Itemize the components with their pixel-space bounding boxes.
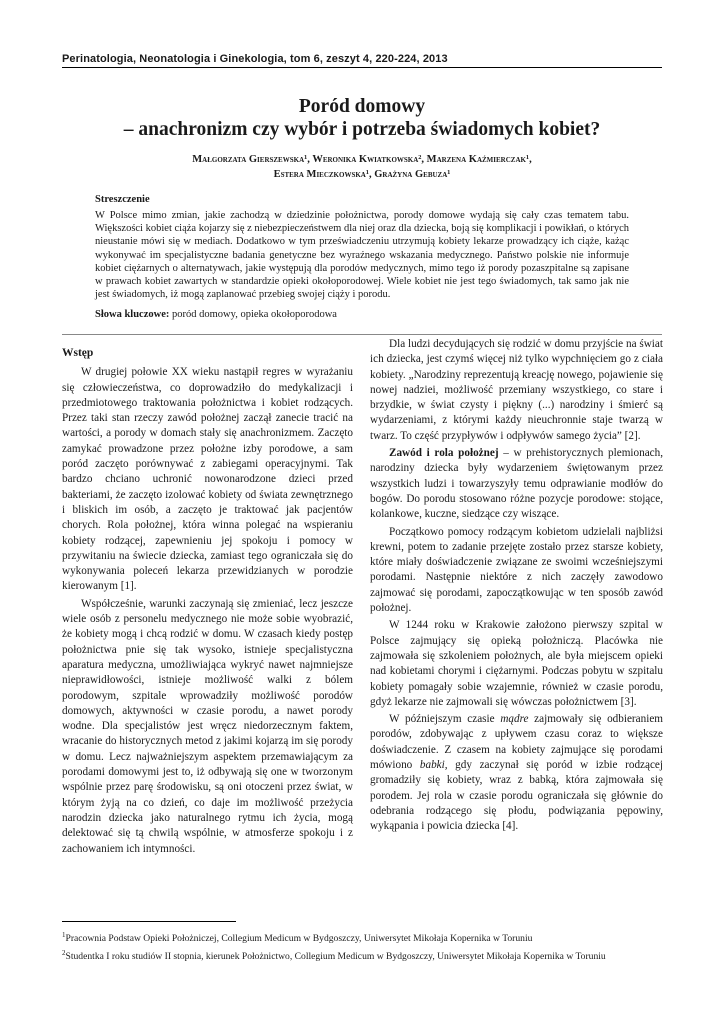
italic-term: mądre [500,713,529,726]
paragraph-text: W późniejszym czasie [389,713,501,726]
abstract-heading: Streszczenie [95,194,150,205]
footnote-2 [62,947,662,964]
paragraph-text: zajmowały się odbieraniem porodów, zdobywając z upływem czasu coraz to większe doświadczenie. Z czasem na kobiety zajmujące się porodami mówiono [370,713,663,772]
footnote-1 [62,929,662,946]
paragraph [370,712,663,834]
abstract-text: W Polsce mimo zmian, jakie zachodzą w dziedzinie położnictwa, porody domowe wydają się cały czas tematem tabu. Większości kobiet ciąża kojarzy się z niebezpieczeństwem dla niej oraz dla dziecka, boją się komplikacji i powikłań, o których nieustanie mówi się w mediach. Dodatkowo w tym przeświadczeniu utrzymują kobiety lekarze prowadzący ich ciąże, każąc wykonywać im specjalistyczne badania genetyczne bez wyraźnego wskazania medycznego. Państwo polskie nie informuje kobiet ciężarnych o alternatywach, jakie występują dla porodów medycznych, mimo tego iż porody pozaszpitalne są zapisane w prawach kobiet zawartych w standardzie opieki okołoporodowej. Wiele kobiet nie jest tego świadomych, tak samo jak nie jest świadomych, iż mogą zaplanować przebieg swojej ciąży i porodu. [95,210,629,301]
paragraph-text: – w prehistorycznych plemionach, narodziny dziecka były wydarzeniem świętowanym przez wszystkich ludzi i towarzyszyły temu odprawianie modłów do bogów. Do porodu stosowano różne pozycje porodowe: stojące, kolankowe, kuczne, siedzące czy wiszące. [370,447,664,521]
header-rule [62,67,662,68]
italic-term: babki, [419,759,448,772]
article-title-line2: – anachronizm czy wybór i potrzeba świadomych kobiet? [123,119,601,140]
paragraph: Początkowo pomocy rodzącym kobietom udzielali najbliżsi krewni, potem to zadanie przejęte zostało przez starsze kobiety, które miały doświadczenie związane ze swoimi wcześniejszymi porodami. Następnie niektóre z nich zaczęły zawodowo zajmować się porodami, zapoczątkowując w ten sposób zawód położnej. [370,525,663,615]
paragraph: Współcześnie, warunki zaczynają się zmieniać, lecz jeszcze wiele osób z personelu medycznego nie może sobie wyobrazić, że kobiety mogą i chcą rodzić w domu. W czasach kiedy postęp położnictwa pnie się tak wysoko, istnieje specjalistyczna aparatura medyczna, umożliwiająca wykryć nawet najmniejsze nieprawidłowości, istnieje możliwość walki z bólem porodowym, szpitale wprowadziły możliwość porodów domowych, aktywności w czasie porodu, a nawet porody wodne. Dla specjalistów jest wręcz niedorzecznym faktem, wracanie do historycznych metod z jakimi kojarzą im się porody w domu. Lecz najważniejszym aspektem przemawiającym za porodami domowymi jest to, iż odbywają się one w tworzonym wspólnie przez parę środowisku, są oni otoczeni przez świat, w którym żyją na co dzień, co daje im możliwość przeżycia narodzin dziecka jako naturalnego rytmu ich życia, mogą delektować się tą chwilą wspólnie, w atmosferze spokoju i z zachowaniem ich intymności. [62,597,353,855]
section-divider [62,334,662,335]
authors-line2: Estera Mieczkowska¹, Grażyna Gebuza¹ [273,169,451,180]
footnote-rule [62,921,236,922]
footnote-text: Pracownia Podstaw Opieki Położniczej, Collegium Medicum w Bydgoszczy, Uniwersytet Mikołaja Kopernika w Toruniu [65,933,533,945]
paragraph: W drugiej połowie XX wieku nastąpił regres w wyrażaniu się człowieczeństwa, co doprowadziło do medykalizacji i przedmiotowego traktowania położnictwa i kobiet rodzących. Przez taki stan rzeczy zawód położnej zaczął zanecie tracić na wartości, a porody w domach stały się anachronizmem. Zaczęto zamykać prowadzone przez położne izby porodowe, a sam poród zaczęto porównywać z zabiegami operacyjnymi. Tak bardzo chciano uchronić nowonarodzone dzieci przed bakteriami, że zaczęto izolować kobiety od świata zewnętrznego i bliskich im osób, a zaczęto je traktować jak pacjentów chorych. Rola położnej, która winna polegać na wspieraniu kobiety rodzącej, zapewnieniu jej spokoju i pomocy w przywitaniu na świecie dziecka, zamiast tego ograniczała się do wykonywania poleceń lekarza przewidzianych w porodzie kierowanym [1]. [62,366,353,593]
footnote-text: Studentka I roku studiów II stopnia, kierunek Położnictwo, Collegium Medicum w Bydgoszczy, Uniwersytet Mikołaja Kopernika w Toruniu [65,951,606,963]
journal-header: Perinatologia, Neonatologia i Ginekologia, tom 6, zeszyt 4, 220-224, 2013 [62,53,448,65]
right-column [370,337,663,835]
footnote-mark: 1 [62,931,66,939]
paragraph: Dla ludzi decydujących się rodzić w domu przyjście na świat ich dziecka, jest czymś więcej niż tylko wypchnięciem go z ciała kobiety. „Narodziny reprezentują kreację nowego, pojawienie się nowej nadziei, możliwość przemiany wszystkiego, co stare i brzydkie, w świat czysty i piękny (...) narodziny i śmierć są wydarzeniami, z którymi każdy nieuchronnie staje twarzą w twarz. To część przypływów i odpływów samego życia” [2]. [370,338,663,442]
left-column [62,346,353,857]
footnote-mark: 2 [62,949,66,957]
section-title-intro: Wstęp [62,347,94,359]
authors-line1: Małgorzata Gierszewska¹, Weronika Kwiatkowska², Marzena Kaźmierczak¹, [192,154,532,165]
paragraph-text: gdy zaczynał się poród w izbie rodzącej gromadziły się kobiety, wraz z babką, która zajmowała się porodem. Jej rola w czasie porodu ograniczała się głównie do odebrania rodzącego się płodu, podwiązania pępowiny, wykąpania i powicia dziecka [4]. [370,759,664,833]
paragraph: W 1244 roku w Krakowie założono pierwszy szpital w Polsce zajmujący się opieką położniczą. Placówka nie zajmowała się szkoleniem położnych, ale była miejscem opieki nad kobietami chorymi i ciężarnymi. Podczas pobytu w szpitalu kobiety pomagały sobie wzajemnie, również w czasie porodu, gdyż lekarze nie zajmowali się wówczas położnictwem [3]. [370,619,663,708]
keywords-value: poród domowy, opieka okołoporodowa [169,309,337,320]
paragraph [370,446,663,522]
keywords-label: Słowa kluczowe: [95,309,170,320]
keywords [95,309,337,320]
article-title-line1: Poród domowy [298,96,426,117]
subsection-title: Zawód i rola położnej [389,447,499,460]
